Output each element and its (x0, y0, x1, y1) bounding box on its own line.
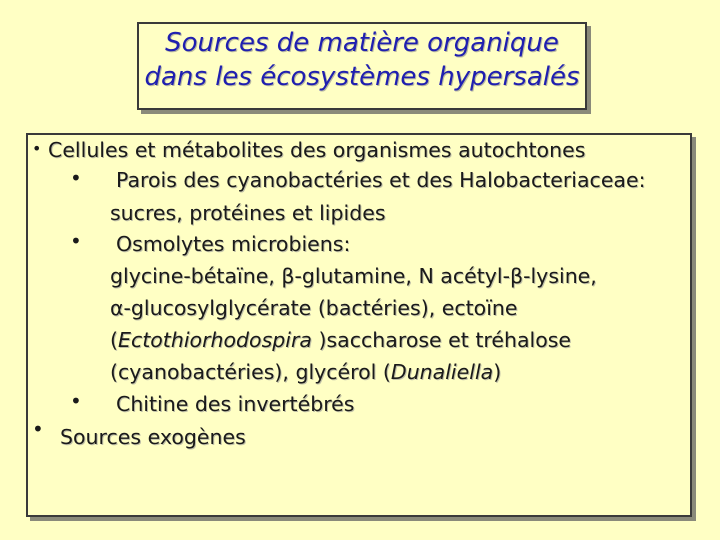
sub-item-parois: Parois des cyanobactéries et des Halobacteriaceae: (116, 168, 646, 192)
osmolytes-line4-rest: )saccharose et tréhalose (311, 328, 572, 352)
osmolytes-line5-start: (cyanobactéries), glycérol ( (110, 360, 391, 384)
bullet-icon: • (70, 389, 82, 413)
content-box (26, 133, 692, 517)
title-box (137, 22, 587, 110)
species-ectothiorhodospira: Ectothiorhodospira (118, 328, 312, 352)
sub-item-parois-cont: sucres, protéines et lipides (110, 201, 386, 225)
sub-item-osmolytes: Osmolytes microbiens: (116, 232, 351, 256)
species-dunaliella: Dunaliella (390, 360, 494, 384)
sub-item-osmolytes-line3: α-glucosylglycérate (bactéries), ectoïne (110, 296, 518, 320)
sub-item-osmolytes-line4: (Ectothiorhodospira )saccharose et tréhalose (110, 328, 572, 352)
title-line-1: Sources de matière organique (165, 28, 559, 58)
title-line-2: dans les écosystèmes hypersalés (144, 62, 580, 92)
item-sources-exogenes: Sources exogènes (60, 425, 246, 449)
sub-item-osmolytes-line2: glycine-bétaïne, β-glutamine, N acétyl-β-lysine, (110, 264, 597, 288)
bullet-icon: • (32, 417, 44, 441)
item-cellules: Cellules et métabolites des organismes autochtones (48, 138, 586, 162)
sub-item-osmolytes-line5 (110, 360, 501, 384)
bullet-icon: • (70, 166, 82, 190)
osmolytes-line5-end: ) (493, 360, 502, 384)
sub-item-chitine: Chitine des invertébrés (116, 392, 355, 416)
bullet-icon: • (70, 229, 82, 253)
bullet-icon: • (32, 139, 42, 158)
